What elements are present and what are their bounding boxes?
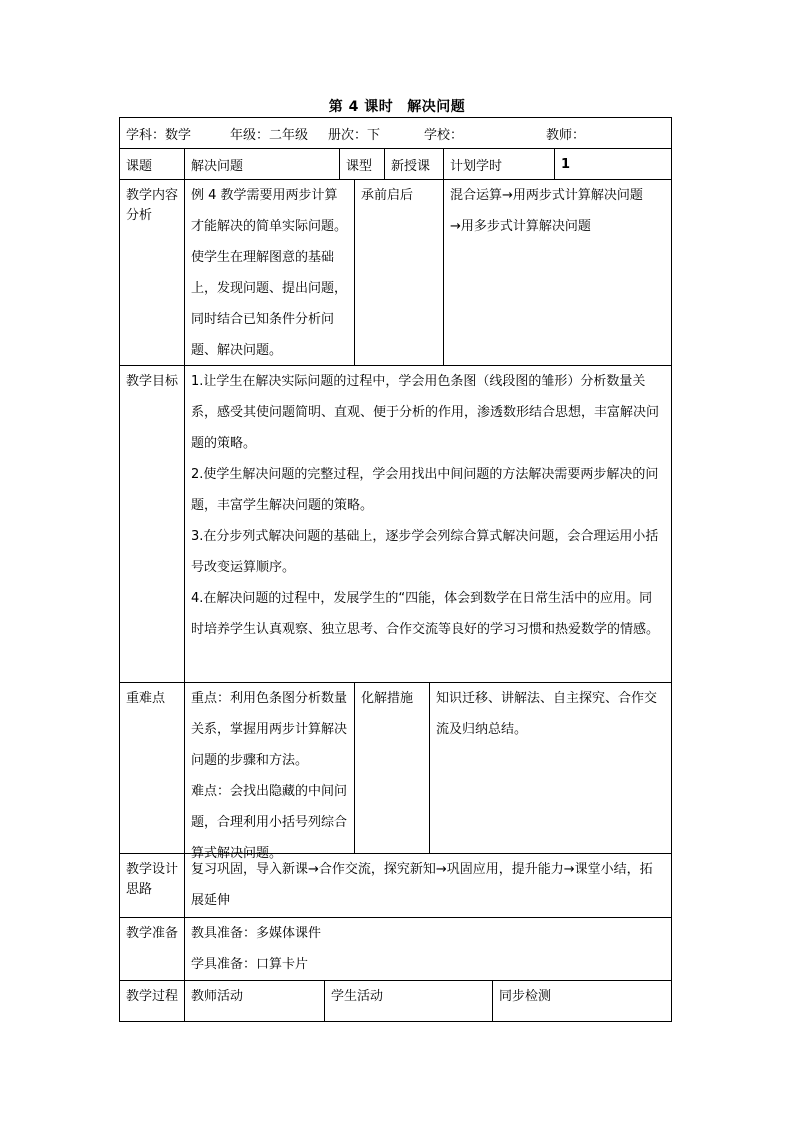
prep-row	[119, 918, 672, 981]
header-cell	[120, 118, 671, 148]
key-points-row	[119, 683, 672, 861]
measure-label: 化解措施	[354, 683, 429, 853]
bridge-label: 承前启后	[354, 180, 443, 365]
course-row	[119, 149, 672, 180]
grade-field: 年级：二年级	[230, 127, 309, 143]
volume-field: 册次：下	[328, 127, 381, 143]
lesson-number: 第 4 课时	[328, 99, 394, 115]
course-label: 课题	[126, 158, 153, 174]
lesson-topic: 解决问题	[407, 99, 466, 115]
key-points-label: 重难点	[126, 691, 166, 706]
bridge-line-2: →用多步式计算解决问题	[450, 219, 591, 234]
bridge-line-1: 混合运算→用两步式计算解决问题	[450, 188, 643, 203]
goals-row	[119, 366, 672, 683]
focus-text: 重点：利用色条图分析数量关系，掌握用两步计算解决问题的步骤和方法。	[191, 691, 348, 768]
teacher-tools: 教具准备：多媒体课件	[191, 926, 322, 941]
process-row	[119, 981, 672, 1022]
content-analysis-row	[119, 180, 672, 366]
course-value: 解决问题	[184, 149, 339, 179]
student-tools: 学具准备：口算卡片	[191, 957, 309, 972]
bridge-content	[443, 180, 671, 365]
goal-item: 2.使学生解决问题的完整过程，学会用找出中间问题的方法解决需要两步解决的问题，丰富学生解决问题的策略。	[191, 467, 659, 513]
type-value: 新授课	[384, 149, 443, 179]
school-field: 学校：	[424, 127, 464, 143]
prep-content	[184, 918, 671, 980]
design-row	[119, 854, 672, 918]
hours-label: 计划学时	[443, 149, 554, 179]
lesson-plan-table	[119, 117, 672, 1022]
process-label: 教学过程	[126, 989, 179, 1004]
goal-item: 1.让学生在解决实际问题的过程中，学会用色条图（线段图的雏形）分析数量关系，感受其使问题简明、直观、便于分析的作用，渗透数形结合思想，丰富解决问题的策略。	[191, 374, 660, 451]
goal-item: 4.在解决问题的过程中，发展学生的“四能，体会到数学在日常生活中的应用。同时培养学生认真观察、独立思考、合作交流等良好的学习习惯和热爱数学的情感。	[191, 591, 660, 637]
design-text: 复习巩固，导入新课→合作交流，探究新知→巩固应用，提升能力→课堂小结，拓展延伸	[184, 854, 671, 917]
goals-label: 教学目标	[126, 374, 179, 389]
student-activity-header: 学生活动	[324, 981, 492, 1021]
content-analysis-text: 例 4 教学需要用两步计算才能解决的简单实际问题。使学生在理解图意的基础上，发现问题、提出问题，同时结合已知条件分析问题、解决问题。	[184, 180, 354, 365]
goals-content	[184, 366, 671, 682]
difficulty-text: 难点：会找出隐藏的中间问题，合理利用小括号列综合算式解决问题。	[191, 784, 348, 861]
teacher-activity-header: 教师活动	[184, 981, 324, 1021]
measure-text: 知识迁移、讲解法、自主探究、合作交流及归纳总结。	[429, 683, 671, 853]
content-analysis-label: 教学内容分析	[126, 188, 179, 223]
goal-item: 3.在分步列式解决问题的基础上，逐步学会列综合算式解决问题，会合理运用小括号改变运算顺序。	[191, 529, 659, 575]
subject-field: 学科：数学	[126, 127, 192, 143]
header-row	[119, 117, 672, 149]
prep-label: 教学准备	[126, 926, 179, 941]
sync-check-header: 同步检测	[492, 981, 671, 1021]
page-title	[0, 96, 794, 116]
design-label: 教学设计思路	[126, 862, 179, 897]
hours-value: 1	[554, 149, 671, 179]
teacher-field: 教师：	[546, 127, 586, 143]
type-label: 课型	[339, 149, 384, 179]
key-points-content	[184, 683, 354, 861]
